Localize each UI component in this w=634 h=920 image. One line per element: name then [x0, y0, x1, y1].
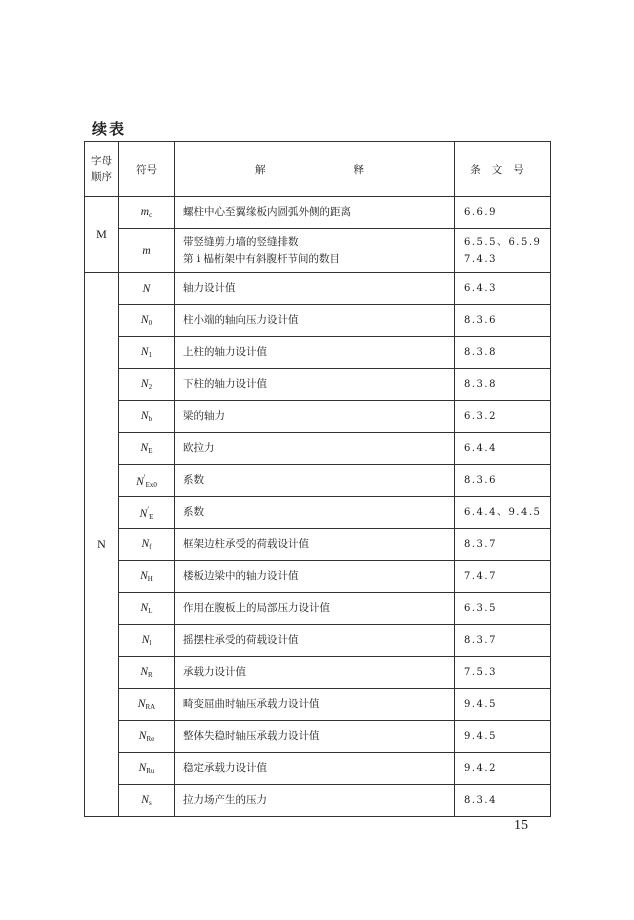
table-row: [85, 497, 551, 529]
symbol-subscript: Ex0: [145, 480, 157, 489]
description-line: 第 i 榀桁架中有斜腹杆节间的数目: [183, 252, 341, 265]
ref-cell: 6.4.3: [455, 273, 551, 305]
symbol-letter: N: [141, 634, 150, 646]
header-desc-a: 解: [255, 163, 266, 176]
symbol-prime: ′: [147, 504, 150, 514]
symbol-cell: [119, 625, 175, 657]
header-order: [85, 142, 119, 197]
header-order-line2: 顺序: [91, 171, 112, 183]
page-title: 续表: [92, 120, 127, 138]
ref-cell: 8.3.7: [455, 625, 551, 657]
symbol-cell: [119, 721, 175, 753]
table-row: [85, 197, 551, 229]
table-row: [85, 433, 551, 465]
table-row: [85, 401, 551, 433]
description-cell: 作用在腹板上的局部压力设计值: [175, 593, 455, 625]
symbol-subscript: E: [148, 447, 153, 455]
symbol-cell: [119, 273, 175, 305]
header-description: [175, 142, 455, 197]
description-line: 螺柱中心至翼缘板内圆弧外侧的距离: [183, 206, 351, 218]
symbol-letter: m: [142, 244, 151, 257]
ref-cell: [455, 197, 551, 229]
symbol-subscript: R: [148, 671, 153, 679]
ref-cell: 8.3.6: [455, 305, 551, 337]
symbol-subscript: c: [149, 211, 153, 219]
table-row: [85, 657, 551, 689]
symbol-cell: [119, 465, 175, 497]
description-cell: 畸变屈曲时轴压承载力设计值: [175, 689, 455, 721]
symbol-cell: [119, 561, 175, 593]
description-cell: 框架边柱承受的荷载设计值: [175, 529, 455, 561]
symbol-cell: [119, 305, 175, 337]
table-row: [85, 229, 551, 273]
symbol-cell: [119, 433, 175, 465]
description-cell: 梁的轴力: [175, 401, 455, 433]
description-line: 带竖缝剪力墙的竖缝排数: [183, 235, 299, 248]
description-cell: 柱小端的轴向压力设计值: [175, 305, 455, 337]
ref-cell: 6.3.2: [455, 401, 551, 433]
table-row: [85, 337, 551, 369]
header-order-line1: 字母: [91, 155, 112, 167]
ref-cell: 8.3.8: [455, 337, 551, 369]
ref-cell: 7.5.3: [455, 657, 551, 689]
table-row: [85, 529, 551, 561]
description-cell: 轴力设计值: [175, 273, 455, 305]
ref-line: 6.6.9: [464, 207, 497, 218]
symbol-cell: [119, 593, 175, 625]
ref-cell: 7.4.7: [455, 561, 551, 593]
symbol-letter: N: [140, 442, 149, 454]
ref-line: 6.5.5、6.5.9: [464, 236, 542, 248]
symbol-subscript: 0: [148, 319, 153, 327]
symbol-cell: [119, 229, 175, 273]
symbol-cell: [119, 657, 175, 689]
ref-cell: 6.4.4、9.4.5: [455, 497, 551, 529]
header-desc-b: 释: [353, 163, 364, 176]
ref-cell: 8.3.7: [455, 529, 551, 561]
symbol-cell: [119, 197, 175, 229]
description-cell: 系数: [175, 497, 455, 529]
table-row: [85, 689, 551, 721]
table-row: [85, 561, 551, 593]
ref-cell: 9.4.5: [455, 721, 551, 753]
symbol-letter: N: [140, 570, 148, 582]
header-symbol: 符号: [119, 142, 175, 197]
symbol-table: [84, 141, 551, 817]
symbol-letter: N: [141, 794, 149, 806]
table-row: [85, 593, 551, 625]
ref-cell: 8.3.4: [455, 785, 551, 817]
table-row: [85, 305, 551, 337]
symbol-subscript: L: [148, 607, 153, 615]
symbol-letter: N: [141, 538, 150, 550]
symbol-letter: N: [139, 507, 148, 520]
symbol-prime: ′: [143, 472, 146, 482]
ref-cell: 6.3.5: [455, 593, 551, 625]
table-row: [85, 625, 551, 657]
ref-cell: 9.4.2: [455, 753, 551, 785]
description-cell: 承载力设计值: [175, 657, 455, 689]
description-cell: 摇摆柱承受的荷载设计值: [175, 625, 455, 657]
symbol-subscript: E: [149, 512, 154, 521]
header-ref: 条文号: [455, 142, 551, 197]
table-row: [85, 369, 551, 401]
table-row: [85, 785, 551, 817]
symbol-letter: N: [140, 378, 149, 390]
table-row: [85, 273, 551, 305]
symbol-cell: [119, 401, 175, 433]
symbol-letter: N: [140, 346, 149, 358]
table-row: [85, 753, 551, 785]
symbol-cell: [119, 753, 175, 785]
order-letter: N: [85, 273, 119, 817]
table-header-row: [85, 142, 551, 197]
symbol-letter: N: [140, 666, 148, 678]
ref-cell: 9.4.5: [455, 689, 551, 721]
symbol-subscript: 1: [148, 351, 153, 359]
description-cell: 下柱的轴力设计值: [175, 369, 455, 401]
description-cell: [175, 197, 455, 229]
symbol-cell: [119, 689, 175, 721]
symbol-subscript: 2: [148, 383, 153, 391]
symbol-cell: [119, 529, 175, 561]
description-cell: [175, 229, 455, 273]
ref-cell: [455, 229, 551, 273]
symbol-subscript: l: [149, 639, 152, 647]
symbol-letter: N: [138, 730, 147, 742]
symbol-letter: N: [137, 698, 146, 710]
symbol-cell: [119, 337, 175, 369]
table-row: [85, 465, 551, 497]
symbol-subscript: RA: [145, 703, 156, 711]
symbol-letter: m: [140, 206, 150, 218]
order-letter: M: [85, 197, 119, 273]
symbol-cell: [119, 497, 175, 529]
ref-line: 7.4.3: [464, 253, 497, 265]
symbol-letter: N: [136, 475, 144, 488]
symbol-subscript: s: [148, 799, 152, 807]
ref-cell: 6.4.4: [455, 433, 551, 465]
symbol-letter: N: [140, 410, 149, 422]
description-cell: 稳定承载力设计值: [175, 753, 455, 785]
description-cell: 拉力场产生的压力: [175, 785, 455, 817]
symbol-cell: [119, 369, 175, 401]
description-cell: 系数: [175, 465, 455, 497]
symbol-subscript: Ru: [146, 767, 155, 775]
symbol-subscript: Re: [146, 735, 155, 743]
symbol-subscript: b: [148, 415, 153, 423]
ref-cell: 8.3.8: [455, 369, 551, 401]
symbol-letter: N: [138, 762, 147, 774]
symbol-letter: N: [140, 602, 149, 614]
description-cell: 上柱的轴力设计值: [175, 337, 455, 369]
description-cell: 整体失稳时轴压承载力设计值: [175, 721, 455, 753]
symbol-subscript: f: [149, 543, 152, 551]
description-cell: 楼板边梁中的轴力设计值: [175, 561, 455, 593]
page-number: 15: [514, 818, 528, 833]
symbol-letter: N: [142, 282, 151, 295]
description-cell: 欧拉力: [175, 433, 455, 465]
symbol-subscript: H: [147, 575, 153, 583]
table-row: [85, 721, 551, 753]
ref-cell: 8.3.6: [455, 465, 551, 497]
symbol-cell: [119, 785, 175, 817]
symbol-letter: N: [140, 314, 149, 326]
